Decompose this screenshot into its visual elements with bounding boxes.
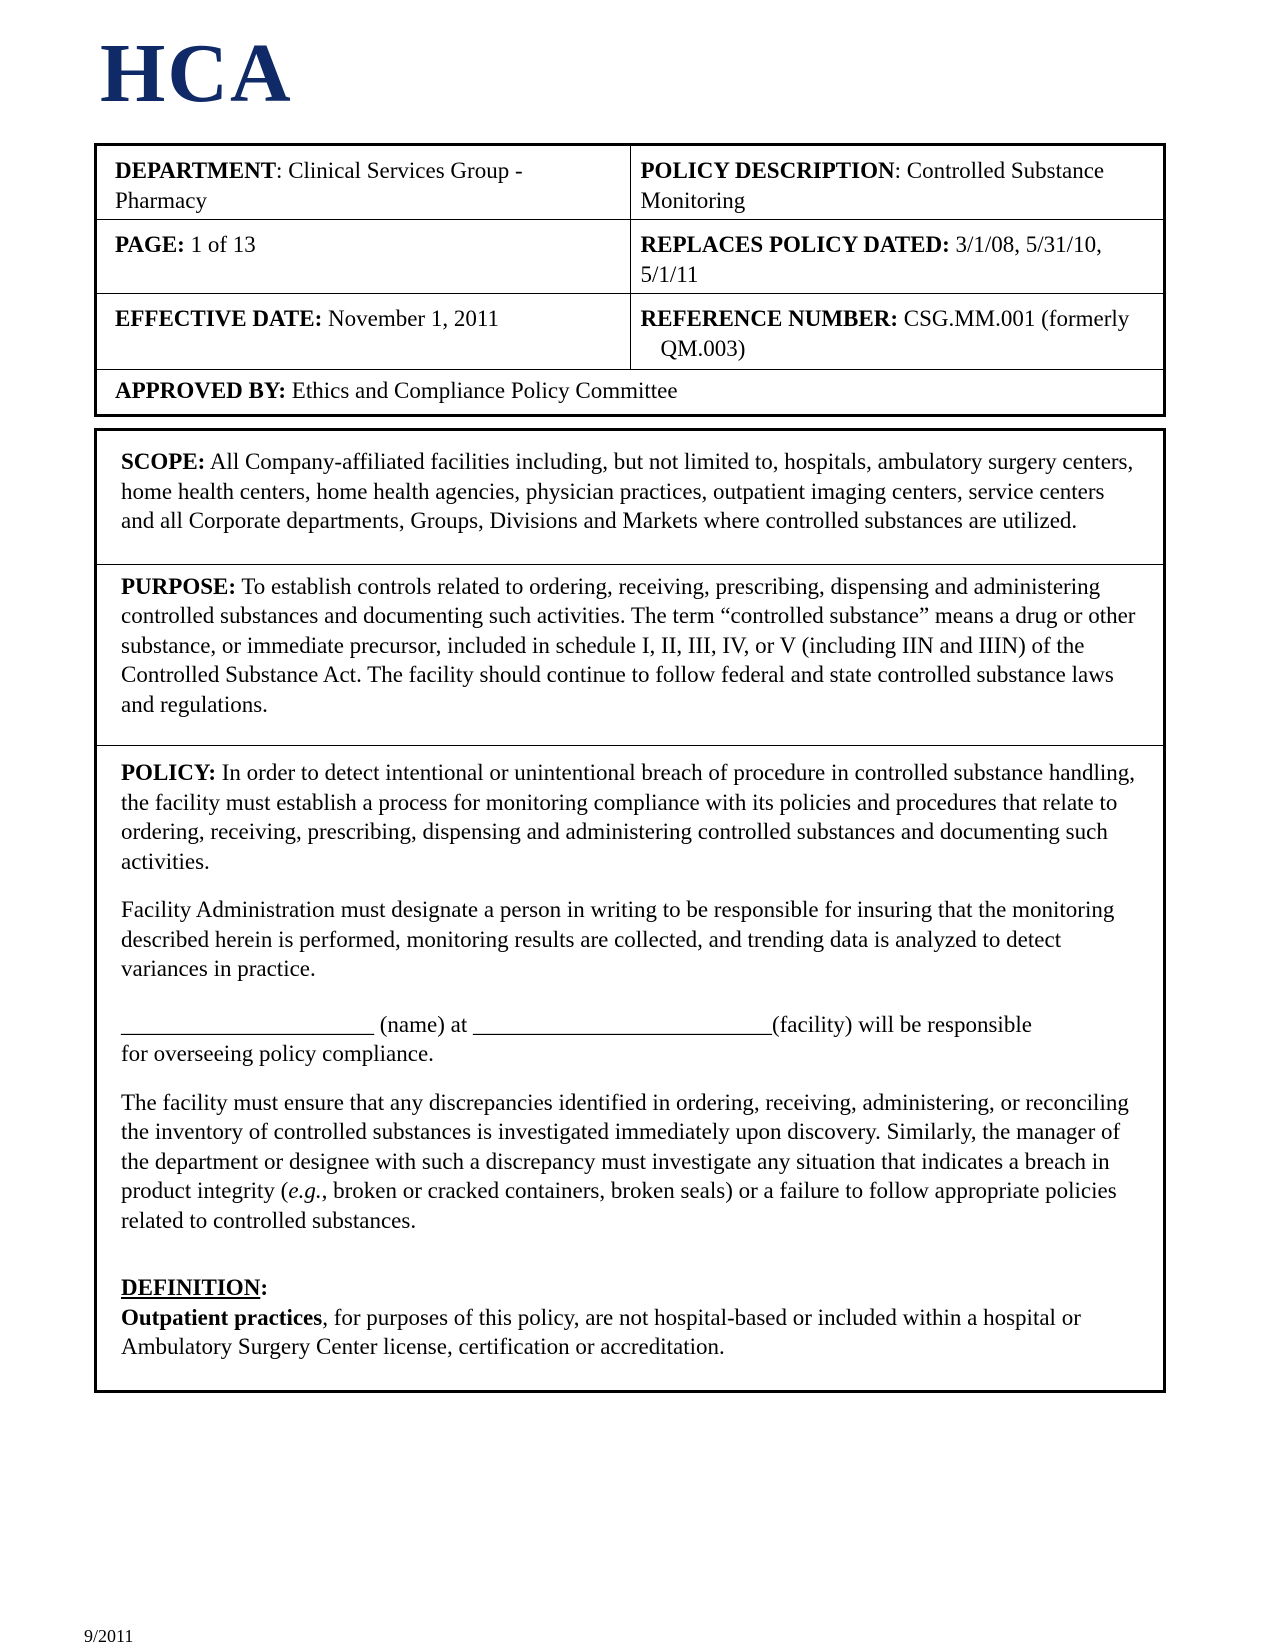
policy-paragraph-2: Facility Administration must designate a person in writing to be responsible for insuring that the monitoring described herein is performed, monitoring results are collected, and trending data is analyzed to detect variances in practice.	[121, 897, 1115, 981]
page-label: PAGE:	[115, 232, 185, 257]
eg-italic: e.g.	[288, 1178, 322, 1203]
definition-text: , for purposes of this policy, are not hospital-based or included within a hospital or Ambulatory Surgery Center license, certification or accreditation.	[121, 1304, 1081, 1359]
approved-by-cell	[96, 370, 1165, 416]
policy-description-value: Controlled Substance Monitoring	[640, 158, 1105, 213]
definition-colon: :	[260, 1275, 268, 1300]
page-cell	[96, 220, 631, 294]
approved-by-label: APPROVED BY:	[115, 378, 287, 403]
policy-paragraph-1: In order to detect intentional or unintentional breach of procedure in controlled substance handling, the facility must establish a process for monitoring compliance with its policies and procedures that relate to ordering, receiving, prescribing, dispensing and administering controlled substances and documenting such activities.	[121, 760, 1136, 874]
definition-heading: DEFINITION	[121, 1275, 261, 1300]
responsible-person-line: ______________________ (name) at __________________________(facility) will be responsible	[121, 1011, 1032, 1037]
definition-block	[121, 1273, 1141, 1362]
hca-logo: HCA	[100, 27, 293, 120]
policy-paragraph-4-text-cont: , broken or cracked containers, broken seals) or a failure to follow appropriate policies related to controlled substances.	[121, 1178, 1117, 1233]
policy-label: POLICY:	[121, 760, 216, 785]
policy-section	[97, 746, 1163, 1390]
replaces-value: 3/1/08, 5/31/10, 5/1/11	[640, 232, 1102, 287]
scope-section	[97, 431, 1163, 565]
policy-paragraph-4-text: The facility must ensure that any discrepancies identified in ordering, receiving, administering, or reconciling the inventory of controlled substances is investigated immediately upon discovery. Similarly, the manager of the department or designee with such a discrepancy must investigate any situation that indicates a breach in product integrity (	[121, 1089, 1129, 1203]
responsible-person-line-cont: for overseeing policy compliance.	[121, 1041, 434, 1066]
effective-date-value: November 1, 2011	[322, 306, 499, 331]
page-value: 1 of 13	[184, 232, 256, 257]
reference-number-cell	[630, 294, 1165, 370]
purpose-section	[97, 565, 1163, 747]
policy-paragraph-3	[121, 1010, 1141, 1069]
effective-date-cell	[96, 294, 631, 370]
scope-label: SCOPE:	[121, 449, 206, 474]
scope-text: All Company-affiliated facilities including, but not limited to, hospitals, ambulatory surgery centers, home health centers, home health agencies, physician practices, outpatient imaging centers, service centers and all Corporate departments, Groups, Divisions and Markets where controlled substances are utilized.	[121, 449, 1134, 533]
approved-by-value: Ethics and Compliance Policy Committee	[286, 378, 678, 403]
definition-term: Outpatient practices	[121, 1304, 323, 1330]
department-label: DEPARTMENT	[115, 158, 277, 183]
policy-paragraph-4	[121, 1088, 1141, 1236]
policy-description-cell	[630, 145, 1165, 220]
reference-number-value-cont: QM.003)	[660, 336, 746, 361]
effective-date-label: EFFECTIVE DATE:	[115, 306, 323, 331]
department-sep: :	[276, 158, 289, 183]
department-cell	[96, 145, 631, 220]
policy-description-label: POLICY DESCRIPTION	[640, 158, 895, 183]
purpose-label: PURPOSE:	[121, 573, 236, 599]
footer-date: 9/2011	[84, 1626, 134, 1646]
reference-number-value: CSG.MM.001 (formerly	[897, 306, 1130, 331]
replaces-label: REPLACES POLICY DATED:	[640, 232, 950, 257]
policy-body-box	[94, 428, 1166, 1393]
policy-description-sep: :	[894, 158, 907, 183]
replaces-cell	[630, 220, 1165, 294]
policy-header-table	[94, 143, 1166, 417]
department-value: Clinical Services Group - Pharmacy	[115, 158, 523, 213]
purpose-text: To establish controls related to ordering, receiving, prescribing, dispensing and administering controlled substances and documenting such activities. The term “controlled substance” means a drug or other substance, or immediate precursor, included in schedule I, II, III, IV, or V (including IIN and IIIN) of the Controlled Substance Act. The facility should continue to follow federal and state controlled substance laws and regulations.	[121, 573, 1136, 717]
reference-number-label: REFERENCE NUMBER:	[640, 306, 898, 331]
